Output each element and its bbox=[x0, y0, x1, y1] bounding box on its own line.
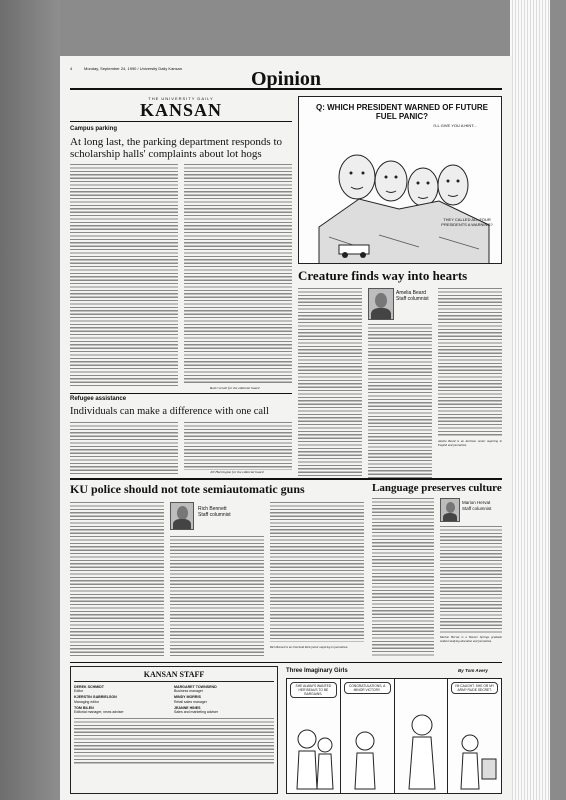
refugee-body-col1 bbox=[70, 422, 178, 474]
comic-panel: I'M CAUGHT. SHE OR MY ARM? RUDE SECRET. bbox=[448, 679, 501, 793]
comic-panel: SHE ALWAYS WANTED HER BEAUS TO BE BARGAINS. bbox=[287, 679, 341, 793]
columnist-name: Amelia Beard bbox=[396, 290, 427, 296]
dateline: Monday, September 24, 1990 / University Daily Kansan bbox=[84, 66, 182, 71]
columnist-role: Staff columnist bbox=[396, 296, 429, 302]
staff-box-fineprint bbox=[74, 718, 274, 764]
section-title: Opinion bbox=[250, 68, 322, 90]
divider bbox=[70, 393, 292, 394]
creature-body-col3 bbox=[438, 288, 502, 436]
page-number: 4 bbox=[70, 66, 73, 71]
comic-title: Three Imaginary Girls bbox=[286, 668, 348, 674]
columnist-photo-hervat bbox=[440, 498, 460, 522]
editorial-body-col1 bbox=[70, 164, 178, 388]
columnist-photo-bennett bbox=[170, 502, 194, 530]
columnist-byline-beard bbox=[396, 290, 436, 302]
comic-panel: CONGRATULATIONS, A MINOR VICTORY. bbox=[341, 679, 395, 793]
columnist-tagline-hervat: Marion Hervat is a Bonner Springs graduate student studying education and journalism. bbox=[440, 635, 502, 643]
columnist-tagline-beard: Amelia Beard is an Atchison senior majoring in English and journalism. bbox=[438, 439, 502, 447]
refugee-body-col2 bbox=[184, 422, 292, 470]
columnist-byline-bennett bbox=[198, 506, 248, 518]
comic-drawing bbox=[287, 679, 341, 795]
staff-entry: MARGARET TOWNSEND Business manager bbox=[174, 685, 217, 694]
staff-box bbox=[70, 666, 278, 794]
staff-entry: KJERSTIN GABRIELSON Managing editor bbox=[74, 695, 117, 704]
columnist-name: Marion Hervat bbox=[462, 500, 491, 505]
columnist-byline-hervat bbox=[462, 500, 502, 512]
columnist-tagline-bennett: Rich Bennett is an Overland Park junior majoring in journalism. bbox=[270, 645, 348, 649]
editorial-headline-parking: At long last, the parking department responds to scholarship halls' complaints about lot hogs bbox=[70, 136, 283, 160]
cartoon-bubble-presidents: THEY CALLED ALL FOUR PRESIDENTS A WARNING? bbox=[441, 217, 493, 227]
police-body-col2 bbox=[170, 536, 264, 656]
language-body-col2 bbox=[440, 526, 502, 634]
creature-body-col1 bbox=[298, 288, 362, 478]
cartoon-bubble-hint: I'LL GIVE YOU A HINT... bbox=[433, 123, 477, 128]
columnist-photo-beard bbox=[368, 288, 394, 320]
editorial-cartoon bbox=[298, 96, 502, 264]
masthead-small: THE UNIVERSITY DAILY bbox=[148, 96, 214, 101]
editorial-kicker-refugee: Refugee assistance bbox=[70, 396, 127, 402]
divider bbox=[70, 662, 502, 663]
comic-panel bbox=[395, 679, 449, 793]
cartoon-question: Q: WHICH PRESIDENT WARNED OF FUTURE FUEL PANIC? bbox=[316, 103, 488, 121]
column-headline-language: Language preserves culture bbox=[372, 482, 502, 494]
comic-drawing bbox=[395, 679, 449, 795]
editorial-signature-refugee: Jill Harrington for the editorial board bbox=[210, 470, 264, 474]
police-body-col1 bbox=[70, 502, 164, 656]
masthead: KANSAN bbox=[70, 100, 292, 122]
newspaper-page bbox=[60, 56, 512, 800]
editorial-signature-parking: Rod Cornell for the editorial board bbox=[210, 386, 260, 390]
staff-entry: JEANNE HINES Sales and marketing adviser bbox=[174, 705, 219, 715]
editorial-body-col2 bbox=[184, 164, 292, 384]
column-headline-police: KU police should not tote semiautomatic guns bbox=[70, 482, 305, 496]
column-headline-creature: Creature finds way into hearts bbox=[298, 268, 468, 283]
comic-byline: By Tom Avery bbox=[458, 668, 488, 673]
page-header bbox=[70, 64, 502, 90]
divider bbox=[70, 478, 502, 480]
language-body-col1 bbox=[372, 498, 434, 656]
columnist-role: Staff columnist bbox=[462, 506, 492, 511]
police-body-col3 bbox=[270, 502, 364, 642]
page-edge-shadow bbox=[0, 0, 60, 800]
creature-body-col2 bbox=[368, 324, 432, 478]
staff-entry: DEREK SCHMIDT Editor bbox=[74, 685, 104, 694]
editorial-kicker-parking: Campus parking bbox=[70, 126, 118, 132]
columnist-name: Rich Bennett bbox=[198, 506, 227, 512]
staff-entry: TOM BILEN Editorial manager, news adviser bbox=[74, 705, 124, 715]
editorial-headline-refugee: Individuals can make a difference with one call bbox=[70, 406, 269, 417]
page-stack-edge bbox=[510, 0, 550, 800]
comic-drawing bbox=[448, 679, 502, 795]
staff-box-title: KANSAN STAFF bbox=[74, 670, 274, 682]
comic-drawing bbox=[341, 679, 395, 795]
columnist-role: Staff columnist bbox=[198, 512, 231, 518]
comic-strip bbox=[286, 678, 502, 794]
staff-entry: MINDY MORRIS Retail sales manager bbox=[174, 695, 207, 704]
